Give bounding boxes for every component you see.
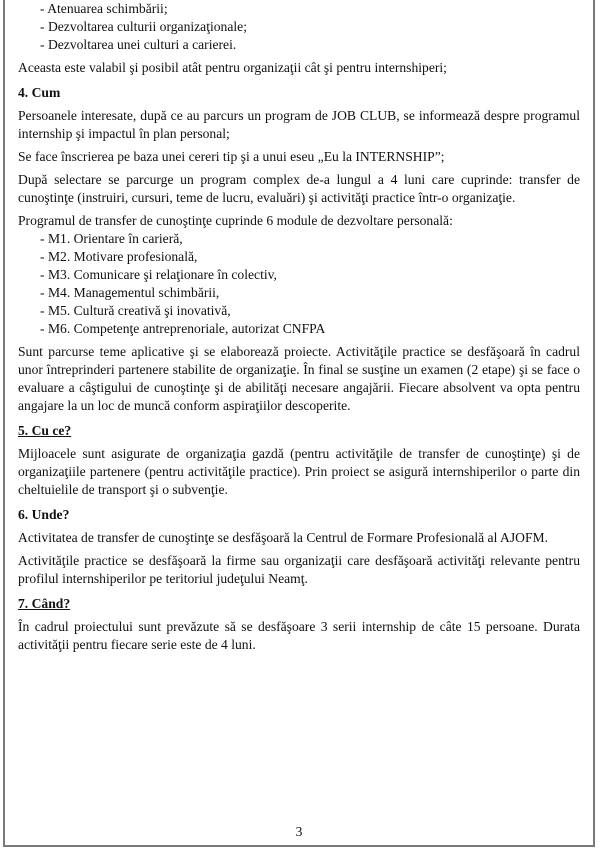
- list-item: - M1. Orientare în carieră,: [40, 230, 580, 248]
- section-4-heading: 4. Cum: [18, 85, 61, 100]
- section-4-paragraph-4: Programul de transfer de cunoştinţe cuprinde 6 module de dezvoltare personală:: [18, 213, 453, 228]
- section-4-paragraph-3: După selectare se parcurge un program complex de-a lungul a 4 luni care cuprinde: transfer de cunoştinţe (instruiri, cursuri, teme de lucru, evaluări) şi activităţi practice într-o organizaţie.: [18, 172, 580, 205]
- section-5-paragraph-1: Mijloacele sunt asigurate de organizaţia gazdă (pentru activităţile de transfer de cunoştinţe) şi de organizaţiile partenere (pentru activităţile practice). Prin proiect se asigură internshiperilor o parte din cheltuielile de transport şi o subvenţie.: [18, 446, 580, 497]
- list-item: - M6. Competenţe antreprenoriale, autorizat CNFPA: [40, 320, 580, 338]
- section-4-paragraph-1: Persoanele interesate, după ce au parcurs un program de JOB CLUB, se informează despre programul internship şi impactul în plan personal;: [18, 108, 580, 141]
- section-6-heading: 6. Unde?: [18, 507, 70, 522]
- section-7-heading: 7. Când?: [18, 596, 71, 611]
- section-7-paragraph-1: În cadrul proiectului sunt prevăzute să se desfăşoare 3 serii internship de câte 15 persoane. Durata activităţii pentru fiecare serie este de 4 luni.: [18, 619, 580, 652]
- list-item: - M5. Cultură creativă şi inovativă,: [40, 302, 580, 320]
- list-item: - M2. Motivare profesională,: [40, 248, 580, 266]
- section-5-heading: 5. Cu ce?: [18, 423, 72, 438]
- section-6-paragraph-1: Activitatea de transfer de cunoştinţe se desfăşoară la Centrul de Formare Profesională al AJOFM.: [18, 530, 548, 545]
- modules-list: [18, 230, 580, 338]
- top-bullet-list: [18, 0, 580, 54]
- list-item: - Dezvoltarea unei culturi a carierei.: [40, 36, 580, 54]
- intro-paragraph: Aceasta este valabil şi posibil atât pentru organizaţii cât şi pentru internshiperi;: [18, 60, 447, 75]
- section-6-paragraph-2: Activităţile practice se desfăşoară la firme sau organizaţii care desfăşoară activităţi relevante pentru profilul internshiperilor pe teritoriul judeţului Neamţ.: [18, 553, 580, 586]
- section-4-paragraph-2: Se face înscrierea pe baza unei cereri tip şi a unui eseu „Eu la INTERNSHIP”;: [18, 149, 445, 164]
- list-item: - Atenuarea schimbării;: [40, 0, 580, 18]
- list-item: - Dezvoltarea culturii organizaţionale;: [40, 18, 580, 36]
- list-item: - M3. Comunicare şi relaţionare în colectiv,: [40, 266, 580, 284]
- page-content: [18, 0, 580, 654]
- document-page: [3, 0, 595, 847]
- list-item: - M4. Managementul schimbării,: [40, 284, 580, 302]
- section-4-paragraph-5: Sunt parcurse teme aplicative şi se elaborează proiecte. Activităţile practice se desfăşoară în cadrul unor întreprinderi partenere stabilite de organizaţie. În final se susţine un examen (2 etape) şi se face o evaluare a câştigului de cunoştinţe şi de abilităţi necesare angajării. Fiecare absolvent va opta pentru angajare la un loc de muncă conform aspiraţiilor descoperite.: [18, 344, 580, 413]
- page-number: 3: [295, 824, 303, 839]
